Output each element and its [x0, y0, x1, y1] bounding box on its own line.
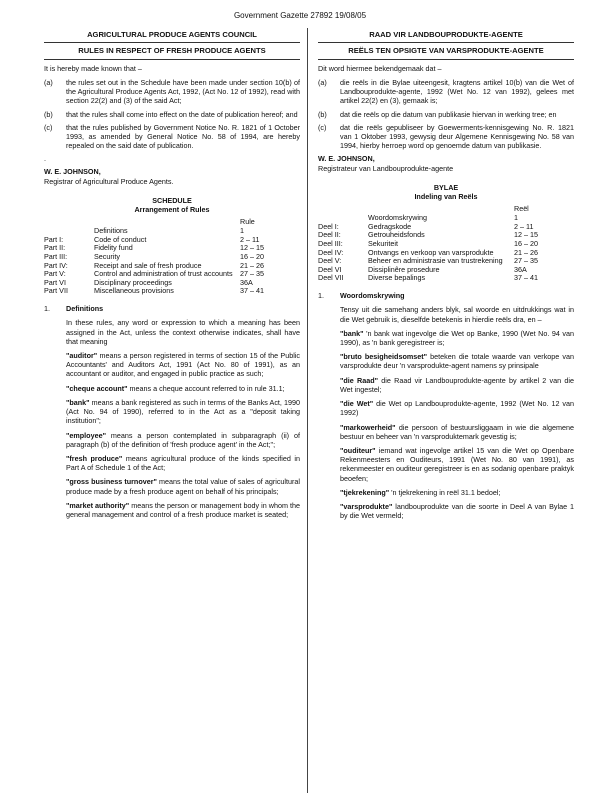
signatory-title: Registrar of Agricultural Produce Agents. — [44, 176, 174, 186]
definition-text: means the total value of sales of agricultural produce made by a fresh produce agent on behalf of his principals; — [66, 477, 300, 496]
definition-text: landbouprodukte van die soorte in Deel A van Bylae 1 by die Wet vermeld; — [340, 502, 574, 521]
condition-letter: (b) — [44, 109, 53, 119]
definition-item — [66, 351, 300, 379]
definition-term: "die Wet" — [340, 399, 374, 409]
condition-letter: (a) — [44, 77, 53, 87]
table-header-row — [318, 205, 574, 214]
rule-range: 21 – 26 — [240, 260, 264, 270]
rule-range: 37 – 41 — [514, 273, 538, 283]
definition-item — [66, 454, 300, 472]
table-header-row — [44, 218, 300, 227]
definition-term: "fresh produce" — [66, 453, 123, 463]
section-intro: Tensy uit die samehang anders blyk, sal woorde en uitdrukkings wat in die Wet gebruik is, dieselfde betekenis in hierdie reëls dra, en – — [340, 305, 574, 324]
condition-item — [44, 78, 300, 106]
rule-range: 21 – 26 — [514, 247, 538, 257]
section-number: 1. — [318, 291, 324, 301]
rules-title: RULES IN RESPECT OF FRESH PRODUCE AGENTS — [44, 42, 300, 60]
schedule-subtitle: Indeling van Reëls — [414, 192, 478, 202]
rule-range: 16 – 20 — [240, 251, 264, 261]
part-description: Definitions — [94, 225, 128, 235]
definition-term: "auditor" — [66, 350, 98, 360]
stray-dot: . — [44, 154, 46, 164]
definition-term: "bruto besigheidsomset" — [340, 352, 428, 362]
council-title: AGRICULTURAL PRODUCE AGENTS COUNCIL — [87, 30, 257, 39]
rule-range: 1 — [240, 225, 244, 235]
definition-item — [340, 376, 574, 394]
definition-text: means agricultural produce of the kinds specified in Part A of Schedule 1 of the Act; — [66, 453, 300, 473]
part-description: Disciplinary proceedings — [94, 277, 172, 287]
condition-text: the rules set out in the Schedule have been made under section 10(b) of the Agricultural Produce Agents Act, 1992, (Act No. 12 of 1992), read with section 22(2) and (3) of the said Act; — [66, 77, 300, 106]
afrikaans-column — [318, 30, 574, 520]
condition-letter: (c) — [318, 122, 327, 132]
schedule-subtitle: Arrangement of Rules — [134, 205, 210, 215]
part-description: Beheer en administrasie van trustrekening — [368, 256, 503, 266]
definition-term: "cheque account" — [66, 383, 128, 393]
section-intro: In these rules, any word or expression to which a meaning has been assigned in the Act, unless the context otherwise indicates, shall have that meaning — [66, 318, 300, 346]
definition-item — [66, 501, 300, 519]
condition-text: that the rules shall come into effect on the date of publication hereof; and — [66, 109, 298, 119]
part-description: Security — [94, 251, 120, 261]
rule-range: 36A — [240, 277, 253, 287]
definition-term: "market authority" — [66, 500, 130, 510]
section-heading — [44, 304, 300, 313]
definition-term: "employee" — [66, 430, 106, 440]
definition-text: means a cheque account referred to in rule 31.1; — [127, 383, 285, 393]
part-description: Woordomskrywing — [368, 212, 427, 222]
part-label: Deel II: — [318, 230, 341, 240]
definition-item — [66, 477, 300, 495]
definition-text: iemand wat ingevolge artikel 15 van die Wet op Openbare Rekenmeesters en Ouditeurs, 1991 (Wet No. 80 van 1991), as rekenmeester en ouditeur geregistreer is en as sodanig openbare praktyk beoefen; — [340, 445, 574, 483]
signature-block — [318, 154, 574, 172]
part-label: Part V: — [44, 269, 66, 279]
conditions-list — [318, 78, 574, 151]
definition-text: 'n tjekrekening in reël 31.1 bedoel; — [389, 487, 501, 497]
definition-term: "bank" — [340, 328, 364, 338]
rule-range: 2 – 11 — [514, 221, 534, 231]
part-description: Getrouheidsfonds — [368, 230, 425, 240]
part-label: Part IV: — [44, 260, 68, 270]
part-label: Deel III: — [318, 238, 343, 248]
section-title: Woordomskrywing — [340, 291, 405, 301]
definition-term: "gross business turnover" — [66, 477, 157, 487]
part-description: Miscellaneous provisions — [94, 286, 174, 296]
definition-text: die persoon of bestuursliggaam in wie die algemene bestuur en beheer van 'n varsproduktemark gevestig is; — [340, 422, 574, 441]
part-label: Deel VI — [318, 264, 342, 274]
schedule-title: SCHEDULE — [152, 195, 192, 205]
part-label: Part I: — [44, 234, 64, 244]
definition-item — [340, 352, 574, 370]
table-row — [318, 257, 574, 266]
definition-item — [340, 488, 574, 497]
definition-text: means a bank registered as such in terms of the Banks Act, 1990 (Act No. 94 of 1990), referred to in the Act as a "deposit taking institution"; — [66, 397, 300, 426]
part-description: Fidelity fund — [94, 243, 133, 253]
part-label: Deel IV: — [318, 247, 344, 257]
rule-range: 16 – 20 — [514, 238, 538, 248]
definition-term: "bank" — [66, 397, 90, 407]
gazette-header: Government Gazette 27892 19/08/05 — [233, 11, 367, 20]
section-number: 1. — [44, 304, 50, 314]
condition-letter: (a) — [318, 77, 327, 87]
condition-text: die reëls in die Bylae uiteengesit, kragtens artikel 10(b) van die Wet of Landbouprodukte-agente, 1992 (Wet No. 12 van 1992), gelees met artikel 22(2) en (3), gemaak is; — [340, 77, 574, 106]
signatory-title: Registrateur van Landbouprodukte-agente — [318, 163, 454, 173]
part-description: Ontvangs en verkoop van varsprodukte — [368, 247, 494, 257]
definition-item — [340, 399, 574, 417]
condition-text: dat die reëls op die datum van publikasie hiervan in werking tree; en — [340, 109, 557, 119]
definition-item — [340, 329, 574, 347]
arrangement-table — [44, 218, 300, 296]
part-description: Gedragskode — [368, 221, 412, 231]
part-label: Deel VII — [318, 273, 344, 283]
part-label: Deel V: — [318, 256, 342, 266]
condition-item — [44, 110, 300, 119]
rule-range: 2 – 11 — [240, 234, 260, 244]
definition-item — [66, 398, 300, 426]
definition-term: "varsprodukte" — [340, 502, 393, 512]
part-description: Sekuriteit — [368, 238, 398, 248]
definition-item — [340, 446, 574, 483]
rule-column-header: Rule — [240, 217, 255, 227]
table-row — [318, 214, 574, 223]
rule-range: 36A — [514, 264, 527, 274]
intro-text: Dit word hiermee bekendgemaak dat – — [318, 63, 442, 73]
column-divider — [307, 28, 308, 793]
condition-item — [318, 123, 574, 151]
signature-block — [44, 167, 300, 185]
definition-item — [340, 502, 574, 520]
rule-range: 27 – 35 — [240, 269, 264, 279]
part-description: Control and administration of trust accounts — [94, 269, 233, 279]
section-heading — [318, 291, 574, 300]
definition-text: die Wet op Landbouprodukte-agente, 1992 (Wet No. 12 van 1992) — [340, 399, 574, 418]
schedule-title: BYLAE — [433, 182, 459, 192]
definition-text: beteken die totale waarde van verkope van varsprodukte deur 'n varsprodukte-agent namens sy prinsipale — [340, 352, 574, 371]
part-label: Part III: — [44, 251, 68, 261]
table-row — [318, 274, 574, 283]
rule-range: 37 – 41 — [240, 286, 264, 296]
definition-text: means a person registered in terms of section 15 of the Public Accountants' and Auditors Act, 1991 (Act No. 80 of 1991), as an accountant or auditor, and engaged in public practice as such; — [66, 350, 300, 379]
part-description: Code of conduct — [94, 234, 147, 244]
rule-range: 12 – 15 — [240, 243, 264, 253]
intro-text: It is hereby made known that – — [44, 63, 142, 73]
part-label: Part VI — [44, 277, 66, 287]
part-description: Receipt and sale of fresh produce — [94, 260, 202, 270]
section-title: Definitions — [66, 304, 104, 314]
condition-letter: (b) — [318, 109, 327, 119]
part-description: Dissiplinêre prosedure — [368, 264, 440, 274]
condition-letter: (c) — [44, 122, 53, 132]
condition-text: dat die reëls gepubliseer by Goewerments-kennisgewing No. R. 1821 van 1 Oktober 1993, gewysig deur Algemene Kennisgewing No. 58 van 1994, hierby herroep word op genoemde datum van publikasie. — [340, 122, 574, 151]
arrangement-table — [318, 205, 574, 283]
part-description: Diverse bepalings — [368, 273, 426, 283]
rules-title: REËLS TEN OPSIGTE VAN VARSPRODUKTE-AGENTE — [318, 42, 574, 60]
definition-term: "tjekrekening" — [340, 487, 390, 497]
definition-term: "die Raad" — [340, 375, 379, 385]
part-label: Deel I: — [318, 221, 339, 231]
condition-text: that the rules published by Government Notice No. R. 1821 of 1 October 1993, as amended by General Notice No. 58 of 1994, are hereby repealed on the said date of publication. — [66, 122, 300, 151]
definition-item — [66, 384, 300, 393]
table-row — [44, 270, 300, 279]
rule-range: 27 – 35 — [514, 256, 538, 266]
rule-column-header: Reël — [514, 204, 529, 214]
conditions-list — [44, 78, 300, 151]
rule-range: 1 — [514, 212, 518, 222]
signatory-name: W. E. JOHNSON, — [44, 167, 101, 177]
definition-text: die Raad vir Landbouprodukte-agente by artikel 2 van die Wet ingestel; — [340, 375, 574, 394]
table-row — [44, 287, 300, 296]
condition-item — [318, 110, 574, 119]
english-column — [44, 30, 300, 519]
definition-item — [340, 423, 574, 441]
definition-text: means a person contemplated in subparagraph (ii) of paragraph (b) of the definition of 'fresh produce agent' in the Act;"; — [66, 430, 300, 449]
definition-text: means the person or management body in whom the general management and control of a fresh produce market is seated; — [66, 500, 300, 520]
table-row — [44, 227, 300, 236]
definition-term: "markowerheid" — [340, 422, 396, 432]
definition-item — [66, 431, 300, 449]
condition-item — [318, 78, 574, 106]
part-label: Part II: — [44, 243, 66, 253]
definition-text: 'n bank wat ingevolge die Wet op Banke, 1990 (Wet No. 94 van 1990), as 'n bank geregistreer is; — [340, 328, 574, 347]
council-title: RAAD VIR LANDBOUPRODUKTE-AGENTE — [369, 30, 523, 39]
signatory-name: W. E. JOHNSON, — [318, 154, 375, 164]
definition-term: "ouditeur" — [340, 445, 376, 455]
part-label: Part VII — [44, 286, 68, 296]
condition-item — [44, 123, 300, 151]
rule-range: 12 – 15 — [514, 230, 538, 240]
